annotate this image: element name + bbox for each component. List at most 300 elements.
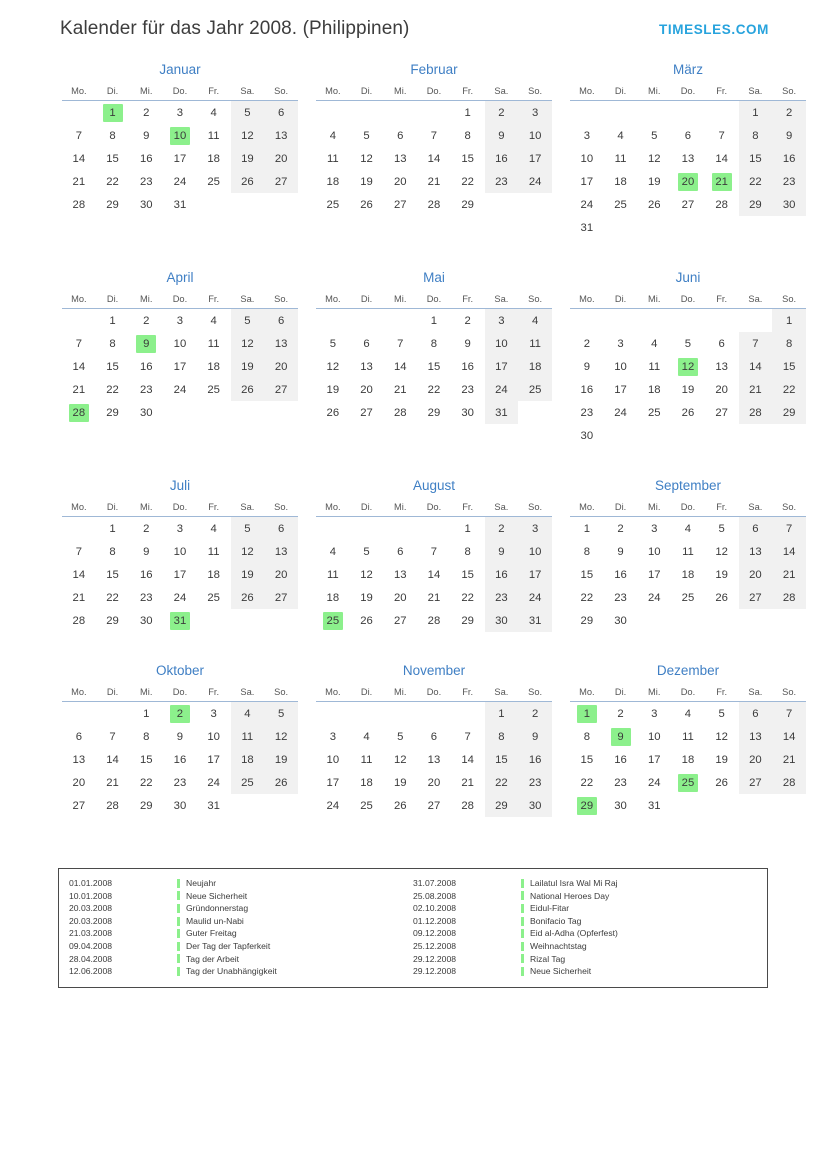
day-cell[interactable]	[163, 771, 197, 794]
day-cell[interactable]	[637, 725, 671, 748]
day-cell[interactable]	[739, 401, 773, 424]
day-cell[interactable]	[485, 147, 519, 170]
day-cell[interactable]	[231, 332, 265, 355]
day-cell[interactable]	[772, 378, 806, 401]
day-cell[interactable]	[316, 193, 350, 216]
day-cell[interactable]	[163, 748, 197, 771]
day-cell[interactable]	[518, 147, 552, 170]
day-cell[interactable]	[671, 355, 705, 378]
day-cell[interactable]	[485, 702, 519, 726]
day-cell[interactable]	[739, 586, 773, 609]
day-cell[interactable]	[417, 563, 451, 586]
day-cell[interactable]	[671, 147, 705, 170]
day-cell[interactable]	[197, 702, 231, 726]
day-cell[interactable]	[637, 124, 671, 147]
day-cell[interactable]	[163, 147, 197, 170]
day-cell[interactable]	[671, 771, 705, 794]
day-cell[interactable]	[570, 609, 604, 632]
day-cell[interactable]	[485, 794, 519, 817]
day-cell[interactable]	[231, 170, 265, 193]
day-cell[interactable]	[570, 725, 604, 748]
day-cell[interactable]	[96, 725, 130, 748]
day-cell[interactable]	[62, 540, 96, 563]
day-cell[interactable]	[772, 355, 806, 378]
day-cell[interactable]	[417, 378, 451, 401]
day-cell[interactable]	[604, 170, 638, 193]
day-cell[interactable]	[518, 725, 552, 748]
day-cell[interactable]	[197, 124, 231, 147]
day-cell[interactable]	[383, 378, 417, 401]
day-cell[interactable]	[316, 147, 350, 170]
day-cell[interactable]	[316, 748, 350, 771]
day-cell[interactable]	[163, 170, 197, 193]
day-cell[interactable]	[485, 586, 519, 609]
day-cell[interactable]	[264, 771, 298, 794]
day-cell[interactable]	[383, 124, 417, 147]
day-cell[interactable]	[417, 794, 451, 817]
day-cell[interactable]	[129, 193, 163, 216]
day-cell[interactable]	[772, 563, 806, 586]
day-cell[interactable]	[705, 748, 739, 771]
day-cell[interactable]	[350, 332, 384, 355]
day-cell[interactable]	[383, 401, 417, 424]
day-cell[interactable]	[671, 170, 705, 193]
day-cell[interactable]	[739, 771, 773, 794]
day-cell[interactable]	[62, 609, 96, 632]
day-cell[interactable]	[350, 401, 384, 424]
day-cell[interactable]	[231, 771, 265, 794]
day-cell[interactable]	[163, 193, 197, 216]
day-cell[interactable]	[772, 147, 806, 170]
day-cell[interactable]	[417, 540, 451, 563]
day-cell[interactable]	[451, 355, 485, 378]
day-cell[interactable]	[671, 748, 705, 771]
day-cell[interactable]	[316, 563, 350, 586]
day-cell[interactable]	[383, 586, 417, 609]
day-cell[interactable]	[772, 401, 806, 424]
day-cell[interactable]	[417, 170, 451, 193]
day-cell[interactable]	[264, 517, 298, 541]
day-cell[interactable]	[417, 355, 451, 378]
day-cell[interactable]	[705, 771, 739, 794]
day-cell[interactable]	[637, 748, 671, 771]
day-cell[interactable]	[316, 124, 350, 147]
day-cell[interactable]	[705, 332, 739, 355]
day-cell[interactable]	[451, 193, 485, 216]
day-cell[interactable]	[163, 609, 197, 632]
day-cell[interactable]	[62, 378, 96, 401]
day-cell[interactable]	[604, 794, 638, 817]
day-cell[interactable]	[739, 702, 773, 726]
day-cell[interactable]	[518, 794, 552, 817]
day-cell[interactable]	[96, 378, 130, 401]
day-cell[interactable]	[231, 309, 265, 333]
day-cell[interactable]	[231, 147, 265, 170]
day-cell[interactable]	[570, 332, 604, 355]
day-cell[interactable]	[518, 540, 552, 563]
day-cell[interactable]	[637, 540, 671, 563]
day-cell[interactable]	[604, 725, 638, 748]
day-cell[interactable]	[264, 355, 298, 378]
day-cell[interactable]	[264, 101, 298, 125]
day-cell[interactable]	[739, 725, 773, 748]
day-cell[interactable]	[570, 147, 604, 170]
day-cell[interactable]	[129, 563, 163, 586]
day-cell[interactable]	[518, 309, 552, 333]
day-cell[interactable]	[383, 332, 417, 355]
day-cell[interactable]	[485, 725, 519, 748]
day-cell[interactable]	[485, 748, 519, 771]
day-cell[interactable]	[264, 563, 298, 586]
day-cell[interactable]	[350, 124, 384, 147]
day-cell[interactable]	[197, 540, 231, 563]
day-cell[interactable]	[231, 378, 265, 401]
day-cell[interactable]	[62, 147, 96, 170]
day-cell[interactable]	[570, 771, 604, 794]
day-cell[interactable]	[96, 101, 130, 125]
day-cell[interactable]	[739, 101, 773, 125]
day-cell[interactable]	[96, 332, 130, 355]
day-cell[interactable]	[772, 193, 806, 216]
day-cell[interactable]	[231, 540, 265, 563]
day-cell[interactable]	[671, 124, 705, 147]
day-cell[interactable]	[637, 355, 671, 378]
day-cell[interactable]	[518, 101, 552, 125]
day-cell[interactable]	[518, 124, 552, 147]
day-cell[interactable]	[350, 378, 384, 401]
day-cell[interactable]	[705, 517, 739, 541]
day-cell[interactable]	[671, 332, 705, 355]
day-cell[interactable]	[129, 170, 163, 193]
day-cell[interactable]	[96, 563, 130, 586]
day-cell[interactable]	[197, 563, 231, 586]
day-cell[interactable]	[163, 355, 197, 378]
day-cell[interactable]	[451, 563, 485, 586]
day-cell[interactable]	[451, 147, 485, 170]
day-cell[interactable]	[518, 332, 552, 355]
day-cell[interactable]	[197, 147, 231, 170]
day-cell[interactable]	[451, 101, 485, 125]
day-cell[interactable]	[705, 124, 739, 147]
day-cell[interactable]	[485, 309, 519, 333]
day-cell[interactable]	[604, 355, 638, 378]
day-cell[interactable]	[705, 725, 739, 748]
day-cell[interactable]	[570, 378, 604, 401]
day-cell[interactable]	[739, 124, 773, 147]
day-cell[interactable]	[570, 794, 604, 817]
day-cell[interactable]	[671, 540, 705, 563]
day-cell[interactable]	[316, 170, 350, 193]
day-cell[interactable]	[197, 771, 231, 794]
day-cell[interactable]	[518, 517, 552, 541]
day-cell[interactable]	[350, 170, 384, 193]
day-cell[interactable]	[772, 702, 806, 726]
day-cell[interactable]	[772, 771, 806, 794]
day-cell[interactable]	[417, 586, 451, 609]
day-cell[interactable]	[637, 794, 671, 817]
day-cell[interactable]	[316, 609, 350, 632]
day-cell[interactable]	[316, 794, 350, 817]
day-cell[interactable]	[637, 771, 671, 794]
day-cell[interactable]	[570, 586, 604, 609]
day-cell[interactable]	[231, 124, 265, 147]
day-cell[interactable]	[705, 563, 739, 586]
day-cell[interactable]	[739, 332, 773, 355]
day-cell[interactable]	[264, 540, 298, 563]
day-cell[interactable]	[417, 748, 451, 771]
day-cell[interactable]	[518, 355, 552, 378]
day-cell[interactable]	[62, 563, 96, 586]
day-cell[interactable]	[316, 725, 350, 748]
day-cell[interactable]	[264, 124, 298, 147]
day-cell[interactable]	[264, 170, 298, 193]
day-cell[interactable]	[163, 540, 197, 563]
day-cell[interactable]	[518, 748, 552, 771]
day-cell[interactable]	[772, 748, 806, 771]
day-cell[interactable]	[231, 355, 265, 378]
day-cell[interactable]	[62, 193, 96, 216]
day-cell[interactable]	[62, 124, 96, 147]
day-cell[interactable]	[316, 355, 350, 378]
day-cell[interactable]	[570, 563, 604, 586]
day-cell[interactable]	[739, 540, 773, 563]
day-cell[interactable]	[772, 101, 806, 125]
day-cell[interactable]	[163, 124, 197, 147]
day-cell[interactable]	[485, 771, 519, 794]
day-cell[interactable]	[264, 378, 298, 401]
day-cell[interactable]	[197, 725, 231, 748]
day-cell[interactable]	[129, 517, 163, 541]
day-cell[interactable]	[739, 748, 773, 771]
day-cell[interactable]	[518, 609, 552, 632]
day-cell[interactable]	[637, 702, 671, 726]
day-cell[interactable]	[197, 748, 231, 771]
day-cell[interactable]	[350, 609, 384, 632]
day-cell[interactable]	[604, 332, 638, 355]
day-cell[interactable]	[231, 517, 265, 541]
day-cell[interactable]	[383, 563, 417, 586]
day-cell[interactable]	[350, 147, 384, 170]
day-cell[interactable]	[96, 147, 130, 170]
day-cell[interactable]	[316, 771, 350, 794]
day-cell[interactable]	[62, 748, 96, 771]
day-cell[interactable]	[197, 332, 231, 355]
day-cell[interactable]	[739, 517, 773, 541]
day-cell[interactable]	[316, 586, 350, 609]
day-cell[interactable]	[485, 609, 519, 632]
day-cell[interactable]	[518, 563, 552, 586]
day-cell[interactable]	[129, 748, 163, 771]
day-cell[interactable]	[197, 355, 231, 378]
day-cell[interactable]	[383, 170, 417, 193]
day-cell[interactable]	[62, 401, 96, 424]
day-cell[interactable]	[604, 540, 638, 563]
day-cell[interactable]	[350, 193, 384, 216]
day-cell[interactable]	[705, 147, 739, 170]
day-cell[interactable]	[604, 586, 638, 609]
day-cell[interactable]	[637, 332, 671, 355]
day-cell[interactable]	[604, 147, 638, 170]
day-cell[interactable]	[451, 378, 485, 401]
day-cell[interactable]	[231, 563, 265, 586]
day-cell[interactable]	[62, 586, 96, 609]
day-cell[interactable]	[62, 771, 96, 794]
day-cell[interactable]	[383, 147, 417, 170]
day-cell[interactable]	[350, 748, 384, 771]
day-cell[interactable]	[129, 609, 163, 632]
day-cell[interactable]	[129, 540, 163, 563]
day-cell[interactable]	[772, 517, 806, 541]
day-cell[interactable]	[451, 309, 485, 333]
day-cell[interactable]	[62, 332, 96, 355]
day-cell[interactable]	[772, 540, 806, 563]
day-cell[interactable]	[163, 378, 197, 401]
day-cell[interactable]	[316, 378, 350, 401]
day-cell[interactable]	[96, 771, 130, 794]
day-cell[interactable]	[485, 170, 519, 193]
day-cell[interactable]	[570, 193, 604, 216]
day-cell[interactable]	[637, 147, 671, 170]
day-cell[interactable]	[772, 309, 806, 333]
day-cell[interactable]	[350, 540, 384, 563]
day-cell[interactable]	[350, 563, 384, 586]
day-cell[interactable]	[637, 378, 671, 401]
day-cell[interactable]	[417, 193, 451, 216]
day-cell[interactable]	[96, 309, 130, 333]
day-cell[interactable]	[604, 702, 638, 726]
day-cell[interactable]	[383, 748, 417, 771]
day-cell[interactable]	[417, 771, 451, 794]
day-cell[interactable]	[604, 563, 638, 586]
day-cell[interactable]	[570, 748, 604, 771]
day-cell[interactable]	[163, 725, 197, 748]
day-cell[interactable]	[62, 794, 96, 817]
day-cell[interactable]	[129, 725, 163, 748]
day-cell[interactable]	[96, 748, 130, 771]
day-cell[interactable]	[350, 794, 384, 817]
day-cell[interactable]	[129, 147, 163, 170]
day-cell[interactable]	[604, 748, 638, 771]
day-cell[interactable]	[96, 540, 130, 563]
day-cell[interactable]	[772, 170, 806, 193]
day-cell[interactable]	[705, 378, 739, 401]
day-cell[interactable]	[129, 124, 163, 147]
day-cell[interactable]	[129, 794, 163, 817]
day-cell[interactable]	[197, 586, 231, 609]
day-cell[interactable]	[637, 563, 671, 586]
day-cell[interactable]	[451, 609, 485, 632]
day-cell[interactable]	[264, 309, 298, 333]
day-cell[interactable]	[62, 170, 96, 193]
day-cell[interactable]	[485, 355, 519, 378]
day-cell[interactable]	[129, 355, 163, 378]
day-cell[interactable]	[231, 725, 265, 748]
day-cell[interactable]	[383, 771, 417, 794]
day-cell[interactable]	[671, 586, 705, 609]
day-cell[interactable]	[316, 540, 350, 563]
day-cell[interactable]	[604, 609, 638, 632]
day-cell[interactable]	[604, 517, 638, 541]
day-cell[interactable]	[163, 332, 197, 355]
day-cell[interactable]	[96, 609, 130, 632]
day-cell[interactable]	[451, 332, 485, 355]
day-cell[interactable]	[231, 748, 265, 771]
day-cell[interactable]	[383, 609, 417, 632]
day-cell[interactable]	[739, 147, 773, 170]
day-cell[interactable]	[485, 401, 519, 424]
day-cell[interactable]	[671, 563, 705, 586]
day-cell[interactable]	[637, 170, 671, 193]
day-cell[interactable]	[671, 378, 705, 401]
day-cell[interactable]	[231, 101, 265, 125]
day-cell[interactable]	[163, 586, 197, 609]
day-cell[interactable]	[197, 170, 231, 193]
day-cell[interactable]	[518, 170, 552, 193]
day-cell[interactable]	[231, 702, 265, 726]
day-cell[interactable]	[197, 309, 231, 333]
day-cell[interactable]	[739, 170, 773, 193]
day-cell[interactable]	[451, 170, 485, 193]
day-cell[interactable]	[383, 540, 417, 563]
day-cell[interactable]	[451, 401, 485, 424]
day-cell[interactable]	[197, 517, 231, 541]
day-cell[interactable]	[518, 702, 552, 726]
day-cell[interactable]	[705, 702, 739, 726]
day-cell[interactable]	[637, 586, 671, 609]
day-cell[interactable]	[671, 702, 705, 726]
day-cell[interactable]	[417, 725, 451, 748]
day-cell[interactable]	[96, 124, 130, 147]
day-cell[interactable]	[604, 193, 638, 216]
day-cell[interactable]	[197, 794, 231, 817]
day-cell[interactable]	[417, 332, 451, 355]
day-cell[interactable]	[316, 332, 350, 355]
day-cell[interactable]	[518, 586, 552, 609]
day-cell[interactable]	[705, 170, 739, 193]
day-cell[interactable]	[518, 378, 552, 401]
day-cell[interactable]	[264, 147, 298, 170]
day-cell[interactable]	[231, 586, 265, 609]
day-cell[interactable]	[570, 216, 604, 239]
day-cell[interactable]	[417, 124, 451, 147]
day-cell[interactable]	[705, 355, 739, 378]
day-cell[interactable]	[350, 725, 384, 748]
day-cell[interactable]	[772, 332, 806, 355]
day-cell[interactable]	[451, 794, 485, 817]
day-cell[interactable]	[705, 586, 739, 609]
day-cell[interactable]	[604, 124, 638, 147]
day-cell[interactable]	[739, 378, 773, 401]
day-cell[interactable]	[671, 725, 705, 748]
day-cell[interactable]	[129, 378, 163, 401]
day-cell[interactable]	[197, 378, 231, 401]
day-cell[interactable]	[570, 124, 604, 147]
day-cell[interactable]	[485, 124, 519, 147]
day-cell[interactable]	[417, 401, 451, 424]
day-cell[interactable]	[264, 586, 298, 609]
day-cell[interactable]	[604, 378, 638, 401]
day-cell[interactable]	[637, 401, 671, 424]
day-cell[interactable]	[96, 355, 130, 378]
day-cell[interactable]	[129, 702, 163, 726]
day-cell[interactable]	[451, 725, 485, 748]
day-cell[interactable]	[485, 332, 519, 355]
day-cell[interactable]	[485, 517, 519, 541]
day-cell[interactable]	[637, 193, 671, 216]
day-cell[interactable]	[485, 378, 519, 401]
day-cell[interactable]	[705, 401, 739, 424]
day-cell[interactable]	[739, 193, 773, 216]
